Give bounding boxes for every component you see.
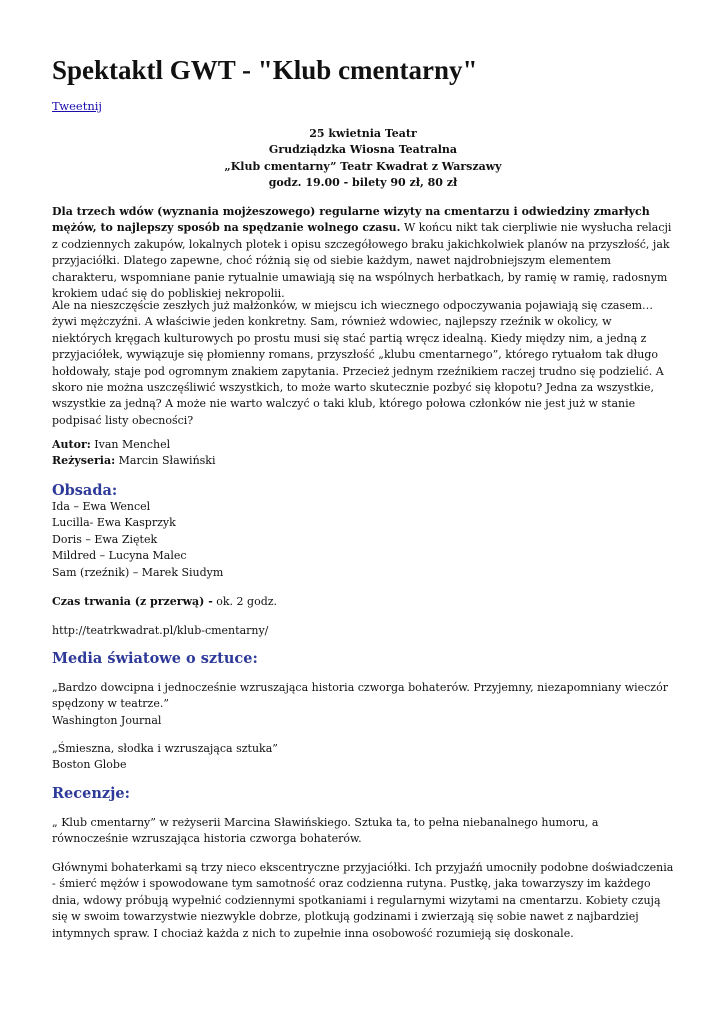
page-title: Spektaktl GWT - "Klub cmentarny" xyxy=(52,55,478,85)
director-label: Reżyseria: xyxy=(52,454,116,468)
plot-paragraph: Ale na nieszczęście zeszłych już małżonków, w miejscu ich wiecznego odpoczywania pojawiają się czasem… żywi mężczyźni. A właściwie jeden konkretny. Sam, również wdowiec, najlepszy rzeźnik w okolicy, w niektórych kręgach kulturowych po prostu musi się stać partią wręcz idealną. Kiedy między nim, a jedną z przyjaciółek, wywiązuje się płomienny romans, przyszłość „klubu cmentarnego”, którego rytuałom tak długo hołdowały, staje pod ogromnym znakiem zapytania. Przecież jednym rzeźnikiem raczej trudno się podzielić. A skoro nie można uszczęśliwić wszystkich, to może warto skutecznie pozbyć się kłopotu? Jedna za wszystkie, wszystkie za jedną? A może nie warto walczyć o taki klub, którego połowa członków nie jest już w stanie podpisać listy obecności? xyxy=(52,299,664,427)
quote-source: Boston Globe xyxy=(52,758,127,772)
cast-item: Lucilla- Ewa Kasprzyk xyxy=(52,516,176,530)
review-paragraph: Głównymi bohaterkami są trzy nieco ekscentryczne przyjaciółki. Ich przyjaźń umocniły podobne doświadczenia - śmierć mężów i spowodowane tym samotność oraz codzienna rutyna. Pustkę, jaka towarzyszy im każdego dnia, wdowy próbują wypełnić codziennymi spotkaniami i regularnymi wizytami na cmentarzu. Kobiety czują się w swoim towarzystwie niezwykle dobrze, plotkują godzinami i zwierzają się sobie nawet z najbardziej intymnych spraw. I chociaż każda z nich to zupełnie inna osobowość rozumieją się doskonale. xyxy=(52,861,674,940)
media-heading: Media światowe o sztuce: xyxy=(52,650,258,667)
event-festival: Grudziądzka Wiosna Teatralna xyxy=(268,143,458,157)
event-time-price: godz. 19.00 - bilety 90 zł, 80 zł xyxy=(268,176,458,190)
event-play: „Klub cmentarny” Teatr Kwadrat z Warszawy xyxy=(224,159,502,173)
cast-heading: Obsada: xyxy=(52,482,118,499)
cast-item: Sam (rzeźnik) – Marek Siudym xyxy=(52,565,224,579)
author-label: Autor: xyxy=(52,438,91,451)
director-line xyxy=(52,453,674,469)
source-url: http://teatrkwadrat.pl/klub-cmentarny/ xyxy=(52,624,269,637)
quote-text: „Śmieszna, słodka i wzruszająca sztuka” xyxy=(52,742,278,755)
author-line xyxy=(52,437,674,453)
cast-item: Mildred – Lucyna Malec xyxy=(52,549,187,563)
quote-source: Washington Journal xyxy=(52,713,162,727)
director-value: Marcin Sławiński xyxy=(115,454,216,468)
intro-paragraph xyxy=(52,204,674,302)
quote-block xyxy=(52,741,674,774)
tweet-link[interactable]: Tweetnij xyxy=(52,99,102,113)
cast-item: Doris – Ewa Ziętek xyxy=(52,532,158,546)
author-value: Ivan Menchel xyxy=(90,438,171,451)
intro-rest: W końcu nikt tak cierpliwie nie wysłucha relacji z codziennych zakupów, lokalnych plotek i opisu szczegółowego braku jakichkolwiek planów na przyszłość, jak przyjaciółki. Dlatego zapewne, choć różnią się od siebie każdym, nawet najdrobniejszym elementem charakteru, wspomniane panie rytualnie umawiają się na wspólnych herbatkach, by ramię w ramię, radosnym krokiem udać się do pobliskiej nekropolii. xyxy=(52,221,672,301)
duration-line xyxy=(52,594,674,610)
quote-block xyxy=(52,680,674,729)
intro-bold: Dla trzech wdów (wyznania mojżeszowego) regularne wizyty na cmentarzu i odwiedziny zmarłych mężów, to najlepszy sposób na spędzanie wolnego czasu. xyxy=(52,205,650,235)
cast-list xyxy=(52,499,674,581)
event-date: 25 kwietnia Teatr xyxy=(309,127,417,140)
duration-value: ok. 2 godz. xyxy=(212,595,278,608)
credits xyxy=(52,437,674,470)
reviews-heading: Recenzje: xyxy=(52,785,130,802)
event-info xyxy=(52,126,674,192)
review-paragraph: „ Klub cmentarny” w reżyserii Marcina Sławińskiego. Sztuka ta, to pełna niebanalnego humoru, a równocześnie wzruszająca historia czworga bohaterów. xyxy=(52,816,599,846)
quote-text: „Bardzo dowcipna i jednocześnie wzruszająca historia czworga bohaterów. Przyjemny, niezapomniany wieczór spędzony w teatrze.” xyxy=(52,681,668,711)
duration-label: Czas trwania (z przerwą) - xyxy=(52,595,213,608)
cast-item: Ida – Ewa Wencel xyxy=(52,500,151,513)
